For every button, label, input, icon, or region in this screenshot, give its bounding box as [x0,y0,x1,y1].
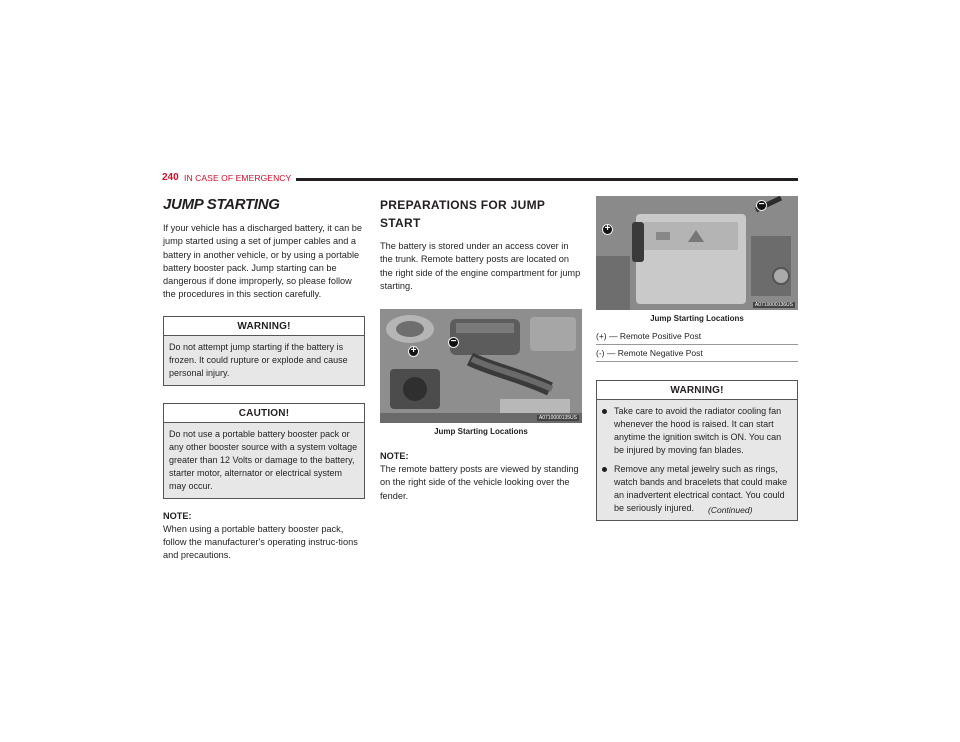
caution-box [163,403,365,499]
bullet-icon [602,409,607,414]
positive-post-marker: + [602,224,613,235]
legend-positive: (+) — Remote Positive Post [596,328,798,345]
note-label: NOTE: [163,510,192,521]
note-block [163,510,365,563]
page-header [162,172,798,186]
bullet-icon [602,467,607,472]
warning-box [596,380,798,521]
figure-caption: Jump Starting Locations [650,314,744,323]
warning-text: Do not attempt jump starting if the battery is frozen. It could rupture or explode and cause personal injury. [164,336,364,385]
note-text: When using a portable battery booster pack, follow the manufacturer's operating instruc-tions and precautions. [163,523,358,561]
jump-starting-intro: If your vehicle has a discharged battery, it can be jump started using a set of jumper cables and a battery in another vehicle, or by using a portable battery booster pack. Jump starting can be dangerous if done improperly, so please follow the procedures in this section carefully. [163,223,363,300]
figure-id: A0710000135US [538,415,577,422]
note-label: NOTE: [380,451,409,462]
note-block [380,450,582,503]
figure-caption: Jump Starting Locations [434,427,528,437]
jump-starting-heading: JUMP STARTING [163,196,280,213]
note-text: The remote battery posts are viewed by standing on the right side of the vehicle looking over the fender. [380,464,579,501]
continued-marker: (Continued) [708,505,753,515]
warning-box [163,316,365,386]
warning-title: WARNING! [164,317,364,336]
battery-posts-illustration [596,196,798,310]
negative-post-marker: − [756,200,767,211]
preparations-heading: PREPARATIONS FOR JUMP START [380,198,545,230]
engine-bay-illustration [380,309,582,423]
warning-item: Take care to avoid the radiator cooling fan whenever the hood is raised. It can start anytime the ignition switch is ON. You can be injured by moving fan blades. [602,405,792,457]
figure-id: A0710000136US [754,302,793,308]
column-2 [380,196,582,503]
warning-title: WARNING! [597,381,797,400]
warning-item: Remove any metal jewelry such as rings, watch bands and bracelets that could make an inadvertent electrical contact. You could be seriously injured. [602,463,792,515]
section-title: IN CASE OF EMERGENCY [184,173,292,183]
column-3 [596,196,798,521]
caution-text: Do not use a portable battery booster pack or any other booster source with a system voltage greater than 12 Volts or damage to the battery, starter motor, alternator or electrical system may occur. [164,423,364,498]
page-number: 240 [162,172,179,183]
battery-posts-image [596,196,798,310]
negative-post-marker: − [448,337,459,348]
caution-title: CAUTION! [164,404,364,423]
legend [596,328,798,362]
engine-bay-image [380,309,582,423]
preparations-intro: The battery is stored under an access cover in the trunk. Remote battery posts are located on the right side of the engine compartment for jump starting. [380,241,581,291]
legend-negative: (-) — Remote Negative Post [596,345,798,362]
positive-post-marker: + [408,346,419,357]
column-1 [163,196,365,563]
warning-list [597,400,797,520]
header-rule [296,178,798,181]
